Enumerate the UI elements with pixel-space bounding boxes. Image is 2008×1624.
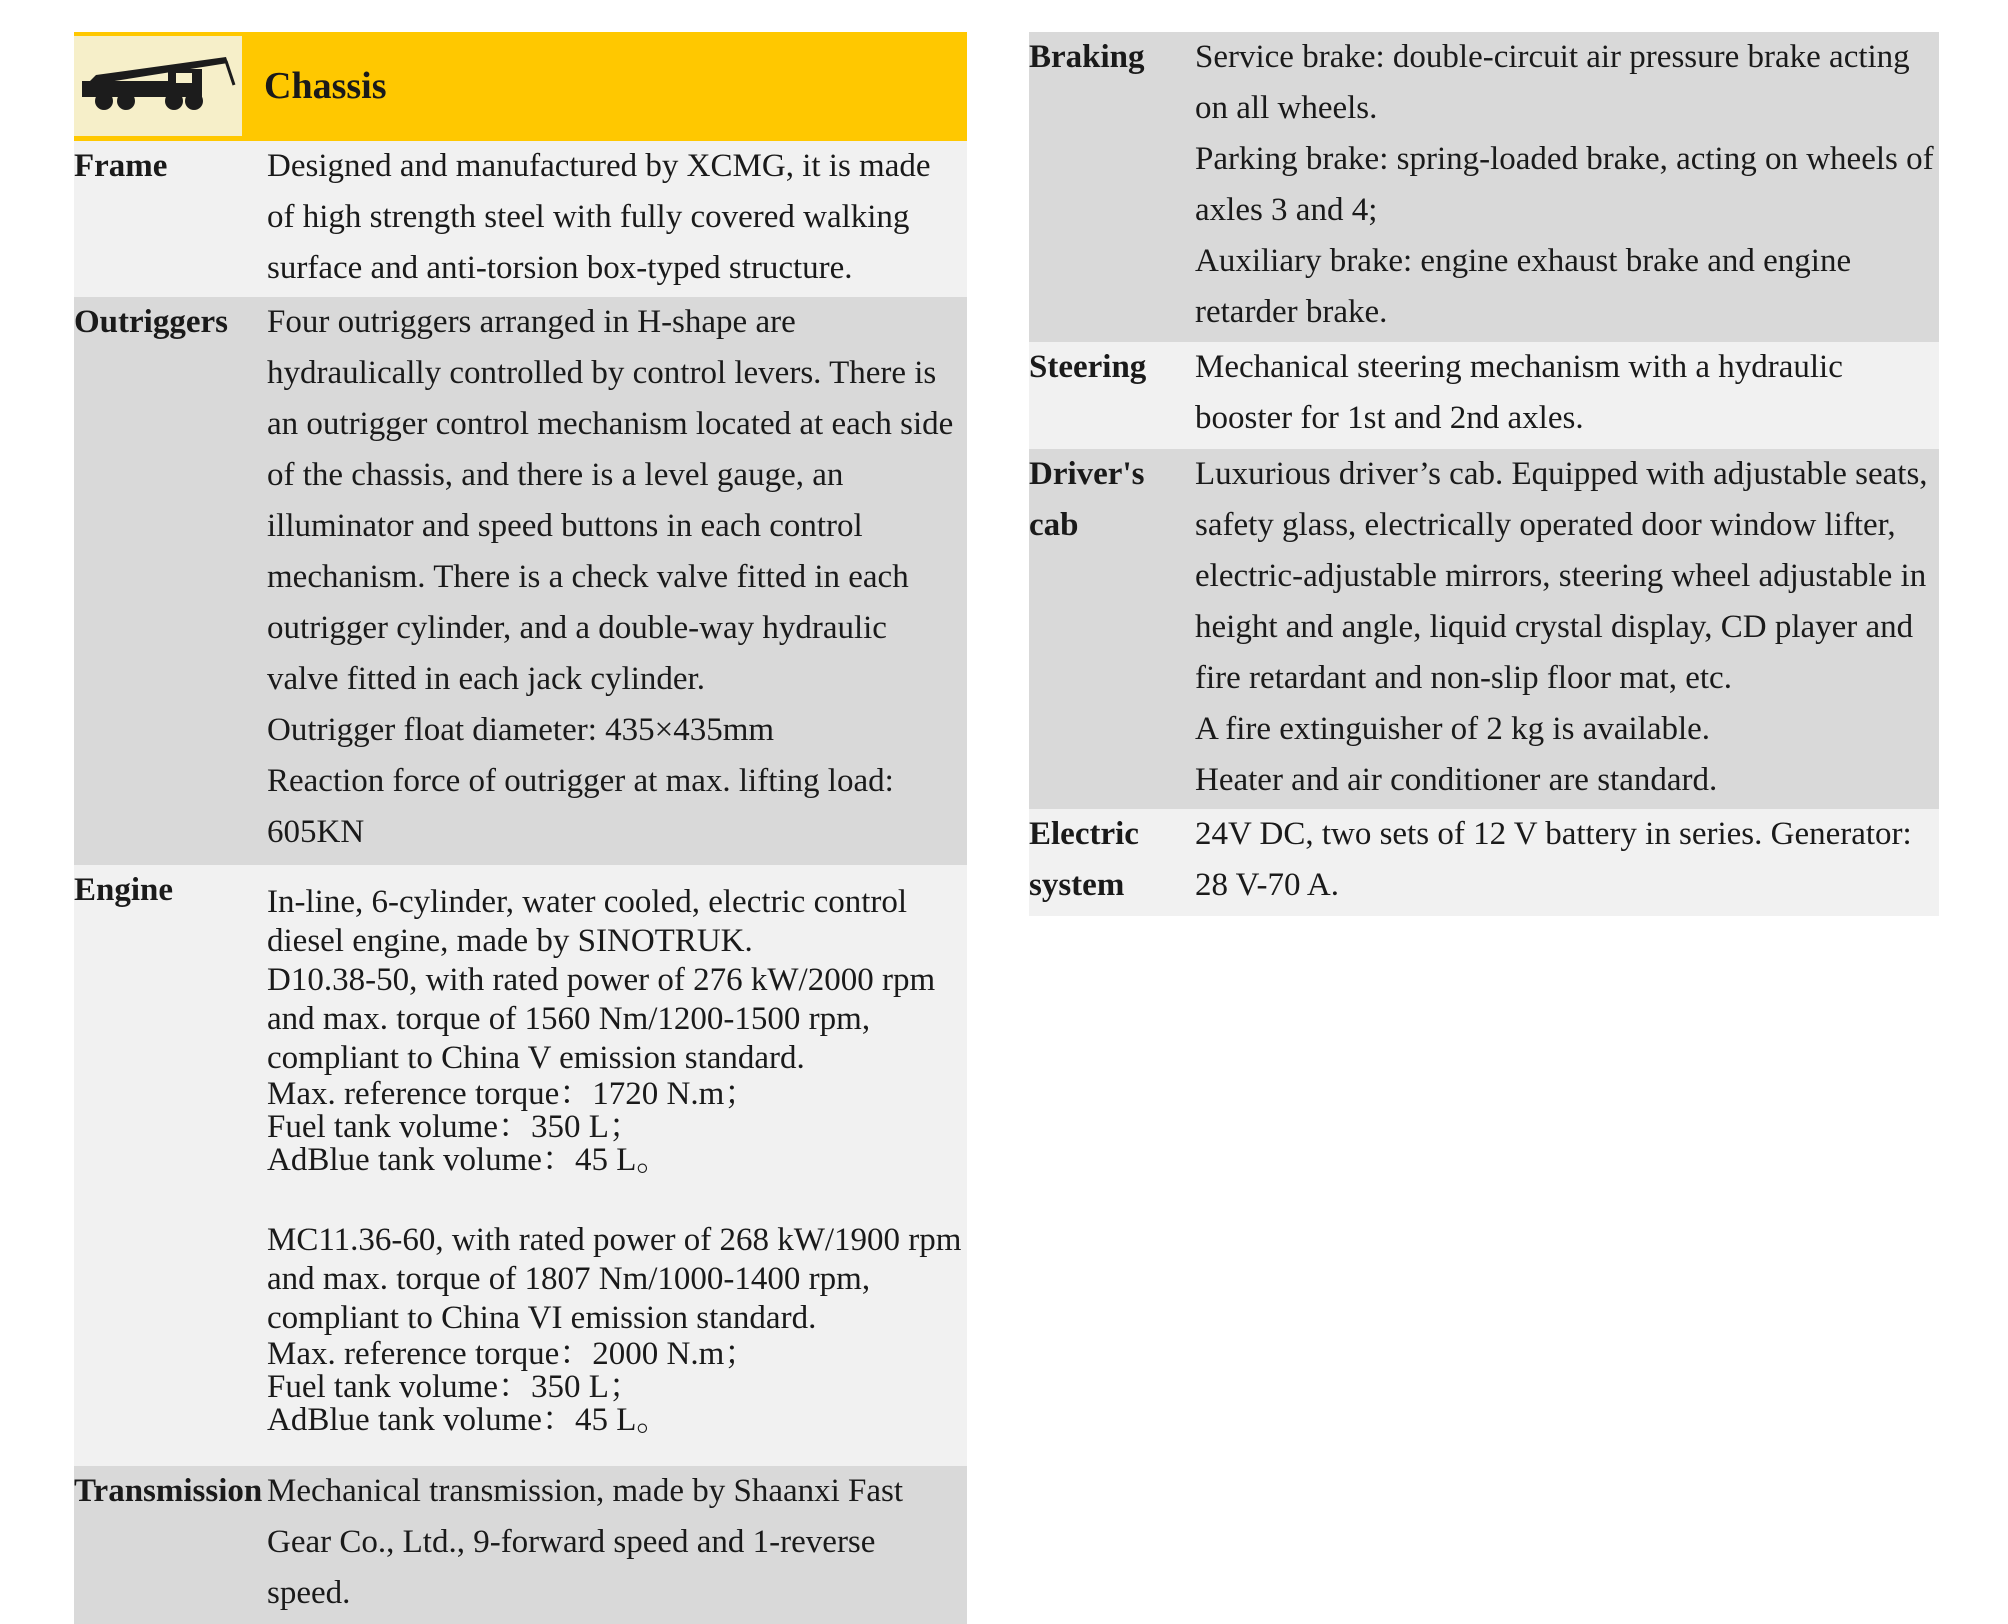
- label-line: system: [1029, 867, 1125, 903]
- chassis-title: Chassis: [264, 65, 387, 107]
- paragraph-spacer: [267, 1177, 967, 1221]
- text-line: fire retardant and non-slip floor mat, etc.: [1195, 660, 1732, 696]
- electric-system-label: [1029, 809, 1195, 916]
- text-line: Max. reference torque：2000 N.m；: [267, 1336, 758, 1372]
- label-line: Electric: [1029, 816, 1139, 852]
- outriggers-label: Outriggers: [74, 304, 228, 340]
- steering-text: [1195, 342, 1939, 449]
- frame-label: Frame: [74, 148, 168, 184]
- engine-text: [267, 865, 967, 1466]
- spec-row-transmission: [74, 1466, 967, 1624]
- text-line: axles 3 and 4;: [1195, 192, 1378, 228]
- text-line: and max. torque of 1807 Nm/1000-1400 rpm,: [267, 1261, 871, 1297]
- steering-label: [1029, 342, 1195, 449]
- label-line: Driver's: [1029, 456, 1145, 492]
- chassis-header: [74, 32, 967, 141]
- text-line: D10.38-50, with rated power of 276 kW/2000 rpm: [267, 962, 936, 998]
- transmission-text: [267, 1466, 967, 1624]
- text-line: Heater and air conditioner are standard.: [1195, 762, 1718, 798]
- spec-row-braking: [1029, 32, 1939, 342]
- text-line: compliant to China V emission standard.: [267, 1040, 805, 1076]
- text-line: Mechanical transmission, made by Shaanxi Fast: [267, 1473, 904, 1509]
- spec-row-electric-system: [1029, 809, 1939, 916]
- spec-row-engine: [74, 865, 967, 1466]
- engine-label: Engine: [74, 872, 174, 908]
- text-line: MC11.36-60, with rated power of 268 kW/1900 rpm: [267, 1222, 962, 1258]
- spec-row-outriggers: [74, 297, 967, 865]
- label-line: Braking: [1029, 39, 1145, 75]
- frame-text: [267, 141, 967, 297]
- drivers-cab-text: [1195, 449, 1939, 809]
- text-line: mechanism. There is a check valve fitted in each: [267, 559, 909, 595]
- text-line: illuminator and speed buttons in each control: [267, 508, 863, 544]
- text-line: outrigger cylinder, and a double-way hydraulic: [267, 610, 887, 646]
- text-line: an outrigger control mechanism located at each side: [267, 406, 954, 442]
- text-line: 24V DC, two sets of 12 V battery in series. Generator:: [1195, 816, 1912, 852]
- crane-truck-icon: [74, 36, 242, 136]
- label-line: cab: [1029, 507, 1079, 543]
- text-line: Designed and manufactured by XCMG, it is made: [267, 148, 931, 184]
- text-line: Mechanical steering mechanism with a hydraulic: [1195, 349, 1843, 385]
- text-line: Auxiliary brake: engine exhaust brake and engine: [1195, 243, 1852, 279]
- braking-label: [1029, 32, 1195, 342]
- text-line: Fuel tank volume：350 L；: [267, 1369, 642, 1405]
- text-line: Luxurious driver’s cab. Equipped with adjustable seats,: [1195, 456, 1928, 492]
- text-line: AdBlue tank volume：45 L。: [267, 1142, 670, 1178]
- electric-system-text: [1195, 809, 1939, 916]
- transmission-label: Transmission: [74, 1473, 263, 1509]
- text-line: Outrigger float diameter: 435×435mm: [267, 712, 775, 748]
- text-line: compliant to China VI emission standard.: [267, 1300, 817, 1336]
- text-line: surface and anti-torsion box-typed structure.: [267, 250, 853, 286]
- braking-text: [1195, 32, 1939, 342]
- spec-row-steering: [1029, 342, 1939, 449]
- outriggers-text: [267, 297, 967, 865]
- text-line: Max. reference torque：1720 N.m；: [267, 1076, 758, 1112]
- text-line: A fire extinguisher of 2 kg is available.: [1195, 711, 1711, 747]
- text-line: Four outriggers arranged in H-shape are: [267, 304, 796, 340]
- text-line: of high strength steel with fully covered walking: [267, 199, 910, 235]
- text-line: safety glass, electrically operated door window lifter,: [1195, 507, 1896, 543]
- text-line: AdBlue tank volume：45 L。: [267, 1402, 670, 1438]
- text-line: of the chassis, and there is a level gauge, an: [267, 457, 844, 493]
- text-line: 28 V-70 A.: [1195, 867, 1339, 903]
- text-line: speed.: [267, 1575, 351, 1611]
- text-line: Service brake: double-circuit air pressure brake acting: [1195, 39, 1910, 75]
- text-line: and max. torque of 1560 Nm/1200-1500 rpm,: [267, 1001, 871, 1037]
- text-line: electric-adjustable mirrors, steering wheel adjustable in: [1195, 558, 1927, 594]
- label-line: Steering: [1029, 349, 1147, 385]
- text-line: diesel engine, made by SINOTRUK.: [267, 923, 753, 959]
- text-line: valve fitted in each jack cylinder.: [267, 661, 705, 697]
- text-line: In-line, 6-cylinder, water cooled, electric control: [267, 884, 908, 920]
- text-line: 605KN: [267, 814, 365, 850]
- text-line: height and angle, liquid crystal display, CD player and: [1195, 609, 1914, 645]
- text-line: Reaction force of outrigger at max. lifting load:: [267, 763, 894, 799]
- text-line: booster for 1st and 2nd axles.: [1195, 400, 1584, 436]
- text-line: Parking brake: spring-loaded brake, acting on wheels of: [1195, 141, 1934, 177]
- text-line: hydraulically controlled by control levers. There is: [267, 355, 937, 391]
- spec-row-frame: [74, 141, 967, 297]
- spec-row-drivers-cab: [1029, 449, 1939, 809]
- left-column: [74, 32, 967, 1624]
- text-line: Fuel tank volume：350 L；: [267, 1109, 642, 1145]
- right-column: [1029, 32, 1939, 916]
- text-line: retarder brake.: [1195, 294, 1388, 330]
- drivers-cab-label: [1029, 449, 1195, 809]
- text-line: on all wheels.: [1195, 90, 1378, 126]
- text-line: Gear Co., Ltd., 9-forward speed and 1-reverse: [267, 1524, 876, 1560]
